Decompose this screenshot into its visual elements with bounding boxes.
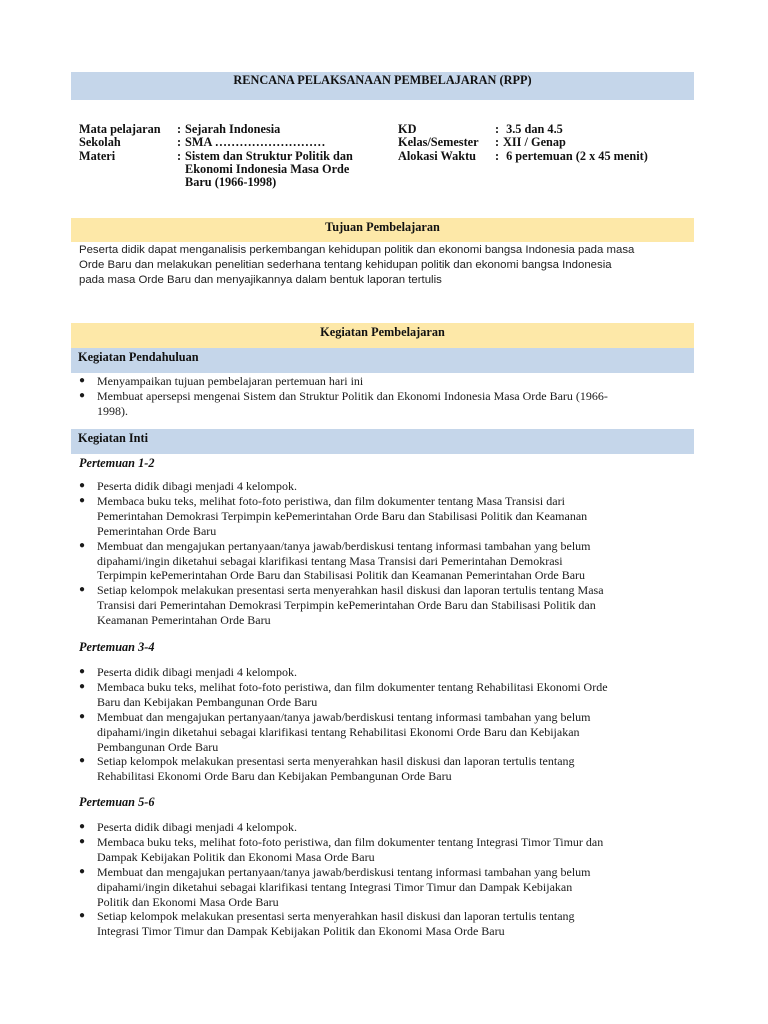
rpp-title-text: RENCANA PELAKSANAAN PEMBELAJARAN (RPP) — [233, 73, 532, 87]
info-right: KD : 3.5 dan 4.5 Kelas/Semester : XII / Genap Alokasi Waktu : 6 pertemuan (2 x 45 menit) — [398, 122, 648, 163]
list-item: ● Membuat dan mengajukan pertanyaan/tanya jawab/berdiskusi tentang informasi tambahan yang belum dipahami/ingin diketahui sebagai klarifikasi tentang Integrasi Timor Timur dan Dampak Kebijakan Politik dan Ekonomi Masa Orde Baru — [79, 864, 591, 909]
meeting-5-6-list — [77, 820, 694, 939]
info-left: Mata pelajaran : Sejarah Indonesia Sekolah : SMA ……………………… Materi : Sistem dan Struktur Politik dan Ekonomi Indonesia Masa Orde Baru (1966-1998) — [79, 123, 381, 189]
label-kd: KD — [398, 122, 417, 136]
list-item: ● Setiap kelompok melakukan presentasi serta menyerahkan hasil diskusi dan laporan tertulis tentang Rehabilitasi Ekonomi Orde Baru dan Kebijakan Pembangunan Orde Baru — [79, 754, 575, 784]
value-materi-line3: Baru (1966-1998) — [185, 175, 277, 190]
kegiatan-heading-text: Kegiatan Pembelajaran — [320, 325, 445, 339]
inti-heading — [71, 429, 694, 454]
tujuan-paragraph — [79, 243, 691, 288]
list-item: ● Setiap kelompok melakukan presentasi serta menyerahkan hasil diskusi dan laporan tertulis tentang Masa Transisi dari Pemerintahan Demokrasi Terpimpin kePemerintahan Orde Baru dan Stabilisasi Politik dan Keamanan Pemerintahan Orde Baru — [79, 583, 604, 628]
value-alokasi-waktu: 6 pertemuan (2 x 45 menit) — [506, 148, 648, 163]
list-item: ● Membuat dan mengajukan pertanyaan/tanya jawab/berdiskusi tentang informasi tambahan yang belum dipahami/ingin diketahui sebagai klarifikasi tentang Rehabilitasi Ekonomi Orde Baru dan Kebijakan Pembangunan Orde Baru — [79, 709, 591, 754]
label-alokasi-waktu: Alokasi Waktu — [398, 148, 477, 163]
value-materi: Sistem dan Struktur Politik dan — [185, 148, 353, 163]
list-item: ● Peserta didik dibagi menjadi 4 kelompok. — [79, 665, 297, 679]
value-kelas-semester: XII / Genap — [503, 135, 566, 150]
kegiatan-heading — [71, 323, 694, 348]
label-sekolah: Sekolah — [79, 135, 121, 150]
tujuan-heading — [71, 218, 694, 242]
label-materi: Materi — [79, 148, 116, 163]
inti-heading-text: Kegiatan Inti — [78, 431, 149, 445]
list-item: ● Menyampaikan tujuan pembelajaran pertemuan hari ini — [79, 374, 364, 388]
meeting-title-3-4: Pertemuan 3-4 — [79, 640, 155, 654]
tujuan-line: Orde Baru dan melakukan penelitian sederhana tentang kehidupan politik dan ekonomi bangsa Indonesia — [79, 259, 612, 271]
tujuan-line: Peserta didik dapat menganalisis perkembangan kehidupan politik dan ekonomi bangsa Indonesia pada masa — [79, 244, 635, 256]
pendahuluan-heading — [71, 348, 694, 373]
label-mata-pelajaran: Mata pelajaran — [79, 122, 161, 136]
list-item: ● Membaca buku teks, melihat foto-foto peristiwa, dan film dokumenter tentang Rehabilitasi Ekonomi Orde Baru dan Kebijakan Pembangunan Orde Baru — [79, 679, 608, 709]
list-item: ● Membuat dan mengajukan pertanyaan/tanya jawab/berdiskusi tentang informasi tambahan yang belum dipahami/ingin diketahui sebagai klarifikasi tentang Masa Transisi dari Pemerintahan Demokrasi Terpimpin kePemerintahan Orde Baru dan Stabilisasi Politik dan Keamanan Pemerintahan Orde Baru — [79, 538, 591, 583]
list-item: ● Membaca buku teks, melihat foto-foto peristiwa, dan film dokumenter tentang Integrasi Timor Timur dan Dampak Kebijakan Politik dan Ekonomi Masa Orde Baru — [79, 834, 604, 864]
meeting-1-2-list — [77, 479, 694, 628]
pendahuluan-list — [77, 374, 694, 419]
list-item: ● Peserta didik dibagi menjadi 4 kelompok. — [79, 479, 297, 493]
meeting-title-1-2: Pertemuan 1-2 — [79, 456, 155, 470]
value-sekolah: SMA ……………………… — [185, 135, 326, 150]
tujuan-heading-text: Tujuan Pembelajaran — [325, 220, 440, 234]
value-mata-pelajaran: Sejarah Indonesia — [185, 122, 281, 136]
meeting-3-4-list — [77, 665, 694, 784]
meeting-title-5-6: Pertemuan 5-6 — [79, 795, 155, 809]
list-item: ● Membaca buku teks, melihat foto-foto peristiwa, dan film dokumenter tentang Masa Transisi dari Pemerintahan Demokrasi Terpimpin kePemerintahan Orde Baru dan Stabilisasi Politik dan Keamanan Pemerintahan Orde Baru — [79, 493, 588, 538]
value-kd: 3.5 dan 4.5 — [506, 122, 563, 136]
list-item: ● Membuat apersepsi mengenai Sistem dan Struktur Politik dan Ekonomi Indonesia Masa Orde Baru (1966- 1998). — [79, 388, 608, 418]
tujuan-line: pada masa Orde Baru dan menyajikannya dalam bentuk laporan tertulis — [79, 274, 442, 286]
pendahuluan-heading-text: Kegiatan Pendahuluan — [78, 350, 199, 364]
list-item: ● Setiap kelompok melakukan presentasi serta menyerahkan hasil diskusi dan laporan tertulis tentang Integrasi Timor Timur dan Dampak Kebijakan Politik dan Ekonomi Masa Orde Baru — [79, 909, 575, 939]
value-materi-line2: Ekonomi Indonesia Masa Orde — [185, 161, 350, 176]
list-item: ● Peserta didik dibagi menjadi 4 kelompok. — [79, 820, 297, 834]
label-kelas-semester: Kelas/Semester — [398, 135, 479, 150]
rpp-title — [71, 72, 694, 100]
